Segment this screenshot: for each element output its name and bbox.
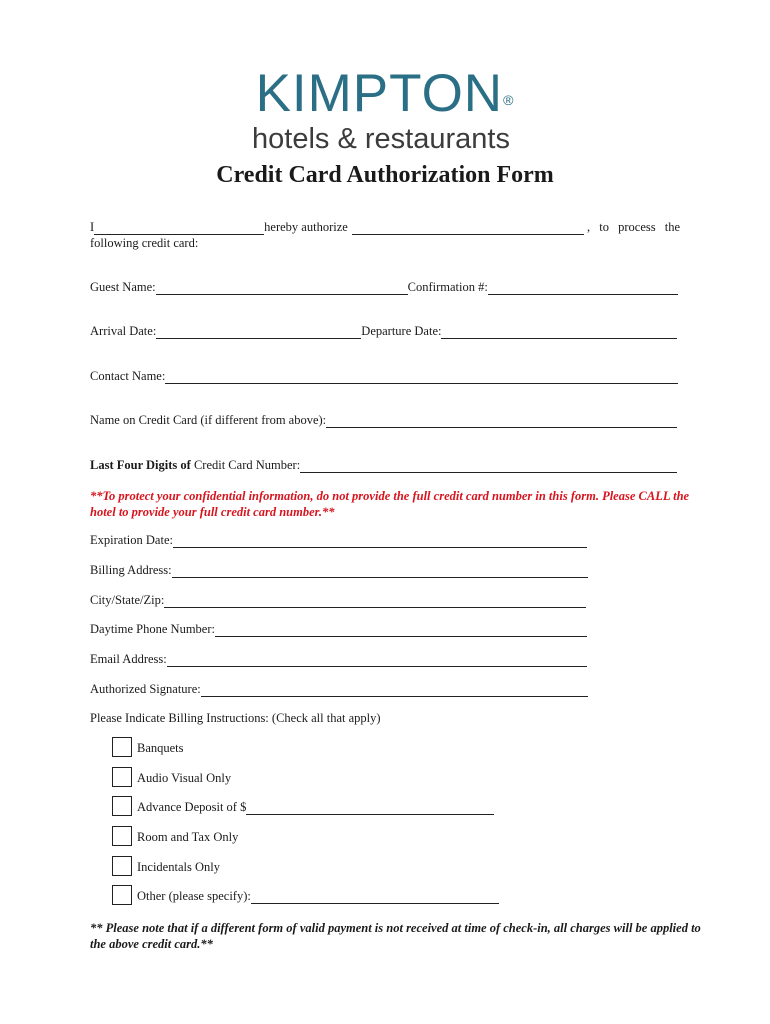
other-row: Other (please specify): — [137, 889, 499, 904]
guest-name-row: Guest Name: Confirmation #: — [90, 280, 678, 295]
confidential-warning: **To protect your confidential information, do not provide the full credit card number in this form. Please CALL the hotel to provide your full credit card number.** — [90, 489, 690, 519]
confirmation-number-field[interactable] — [488, 282, 678, 295]
daytime-phone-row: Daytime Phone Number: — [90, 622, 587, 637]
email-address-field[interactable] — [167, 654, 587, 667]
intro-line-2: following credit card: — [90, 236, 199, 250]
contact-name-field[interactable] — [165, 371, 678, 384]
billing-instructions-heading: Please Indicate Billing Instructions: (Check all that apply) — [90, 711, 381, 725]
kimpton-logo — [0, 66, 770, 156]
signature-row: Authorized Signature: — [90, 682, 588, 697]
last-four-digits-field[interactable] — [300, 460, 677, 473]
banquets-checkbox[interactable] — [112, 737, 132, 757]
banquets-label: Banquets — [137, 741, 184, 755]
billing-address-field[interactable] — [172, 565, 588, 578]
daytime-phone-field[interactable] — [215, 624, 587, 637]
name-on-card-row: Name on Credit Card (if different from above): — [90, 413, 677, 428]
expiration-row: Expiration Date: — [90, 533, 587, 548]
advance-deposit-checkbox[interactable] — [112, 796, 132, 816]
arrival-date-field[interactable] — [156, 326, 361, 339]
last-four-row: Last Four Digits of Credit Card Number: — [90, 458, 677, 473]
authorized-signature-field[interactable] — [201, 684, 588, 697]
room-tax-label: Room and Tax Only — [137, 830, 239, 844]
guest-name-field[interactable] — [156, 282, 408, 295]
billing-address-row: Billing Address: — [90, 563, 588, 578]
page-title: Credit Card Authorization Form — [216, 162, 554, 188]
other-specify-field[interactable] — [251, 891, 499, 904]
logo-brand: KIMPTON® — [255, 64, 515, 123]
email-row: Email Address: — [90, 652, 587, 667]
registered-mark: ® — [503, 92, 515, 108]
advance-deposit-amount-field[interactable] — [246, 802, 494, 815]
audio-visual-checkbox[interactable] — [112, 767, 132, 787]
incidentals-label: Incidentals Only — [137, 860, 220, 874]
other-checkbox[interactable] — [112, 885, 132, 905]
audio-visual-label: Audio Visual Only — [137, 771, 232, 785]
incidentals-checkbox[interactable] — [112, 856, 132, 876]
city-state-zip-field[interactable] — [164, 595, 586, 608]
payment-note: ** Please note that if a different form of valid payment is not received at time of check-in, all charges will be applied to the above credit card.** — [90, 921, 701, 951]
authorizer-name-field[interactable] — [94, 222, 264, 235]
authorized-party-field[interactable] — [352, 222, 584, 235]
logo-tagline: hotels & restaurants — [252, 123, 510, 155]
room-tax-checkbox[interactable] — [112, 826, 132, 846]
departure-date-field[interactable] — [441, 326, 677, 339]
advance-deposit-row: Advance Deposit of $ — [137, 800, 494, 815]
expiration-date-field[interactable] — [173, 535, 587, 548]
intro-line: I hereby authorize , to process the — [90, 220, 680, 234]
contact-name-row: Contact Name: — [90, 369, 678, 384]
dates-row: Arrival Date: Departure Date: — [90, 324, 677, 339]
name-on-card-field[interactable] — [326, 415, 677, 428]
city-state-zip-row: City/State/Zip: — [90, 593, 586, 608]
